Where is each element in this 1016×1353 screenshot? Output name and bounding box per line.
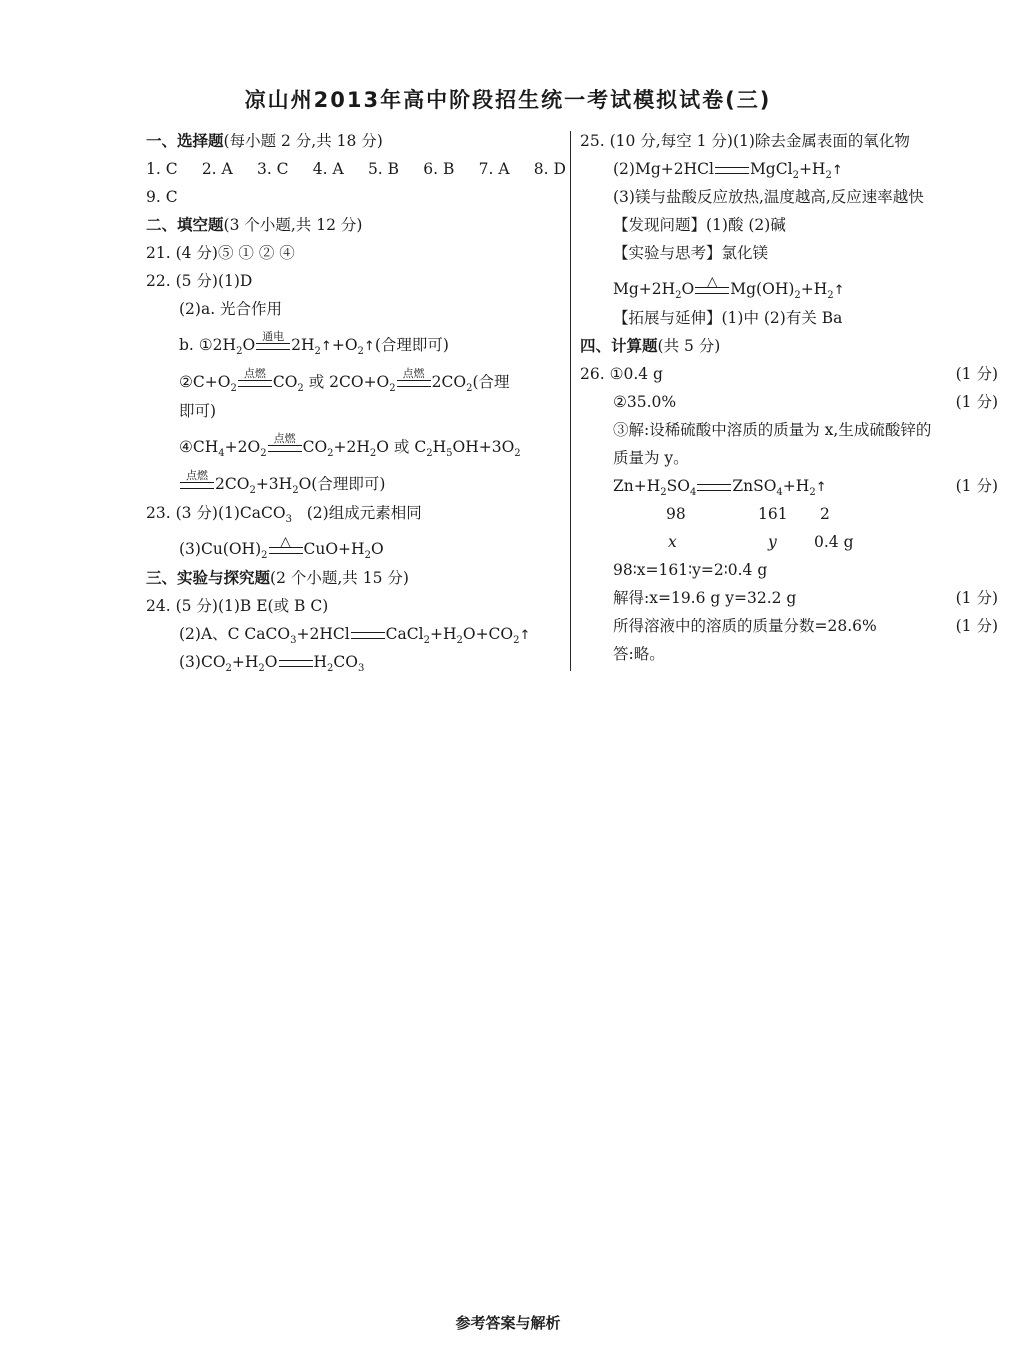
gas-arrow-icon: ↑ bbox=[519, 628, 531, 643]
gas-arrow-icon: ↑ bbox=[831, 163, 843, 178]
section-heading-experiment: 三、实验与探究题(2 个小题,共 15 分) bbox=[146, 569, 409, 587]
reaction-sign: 点燃 bbox=[268, 445, 302, 452]
section-heading-calculation: 四、计算题(共 5 分) bbox=[580, 337, 721, 355]
score-label: (1 分) bbox=[955, 365, 998, 383]
gas-arrow-icon: ↑ bbox=[363, 339, 375, 354]
score-label: (1 分) bbox=[955, 617, 998, 635]
choice-answer-9: 9. C bbox=[146, 188, 178, 206]
answer-26-3-cont: 质量为 y。 bbox=[613, 449, 689, 467]
answer-21: 21. (4 分)⑤ ① ② ④ bbox=[146, 244, 295, 262]
answer-25-extend: 【拓展与延伸】(1)中 (2)有关 Ba bbox=[613, 309, 843, 327]
reaction-sign bbox=[269, 533, 303, 554]
answer-25: 25. (10 分,每空 1 分)(1)除去金属表面的氧化物 bbox=[580, 132, 910, 150]
equation-mg-water: $Mg+2H_2O$ △ $Mg(OH)_2+H_2↑$ bbox=[613, 273, 845, 302]
reaction-sign: 点燃 bbox=[180, 482, 214, 489]
reaction-sign bbox=[351, 632, 385, 639]
reaction-sign: 点燃 bbox=[238, 380, 272, 387]
heat-triangle-icon: △ bbox=[706, 273, 718, 290]
mass-fraction-line: 所得溶液中的溶质的质量分数=28.6% (1 分) bbox=[580, 612, 998, 640]
section-heading-choice: 一、选择题(每小题 2 分,共 18 分) bbox=[146, 132, 383, 150]
reaction-sign: 通电 bbox=[256, 343, 290, 350]
gas-arrow-icon: ↑ bbox=[815, 480, 827, 495]
answer-25-find: 【发现问题】(1)酸 (2)碱 bbox=[613, 216, 786, 234]
reaction-sign bbox=[695, 273, 729, 294]
answer-22: 22. (5 分)(1)D bbox=[146, 272, 253, 290]
answer-25-3: (3)镁与盐酸反应放热,温度越高,反应速率越快 bbox=[613, 188, 924, 206]
gas-arrow-icon: ↑ bbox=[833, 283, 845, 298]
answer-22-note: 即可) bbox=[179, 402, 217, 420]
answer-26-3: ③解:设稀硫酸中溶质的质量为 x,生成硫酸锌的 bbox=[613, 421, 932, 439]
answer-22-2a: (2)a. 光合作用 bbox=[179, 300, 283, 318]
equation-mg-hcl: (2)Mg+2HCl $MgCl_2+H_2↑$ bbox=[613, 160, 843, 182]
equation-zn-h2so4: $Zn+H_2SO_4$ $ZnSO_4+H_2↑$ (1 分) bbox=[580, 472, 998, 500]
answer-conclusion: 答:略。 bbox=[613, 645, 665, 663]
page-footer: 参考答案与解析 bbox=[455, 1314, 561, 1332]
solution-line: 解得:x=19.6 g y=32.2 g (1 分) bbox=[580, 584, 998, 612]
reaction-sign bbox=[715, 167, 749, 174]
section-heading-fill: 二、填空题(3 个小题,共 12 分) bbox=[146, 216, 363, 234]
reaction-sign bbox=[279, 660, 313, 667]
answer-26-2: ②35.0% (1 分) bbox=[580, 388, 998, 416]
heat-triangle-icon: △ bbox=[280, 533, 291, 550]
proportion-line: 98∶x=161∶y=2∶0.4 g bbox=[613, 561, 768, 579]
relative-mass-row: 98 161 2 bbox=[666, 505, 830, 523]
equation-combustion-ethanol: 点燃 $2CO_2+3H_2O$(合理即可) bbox=[146, 462, 566, 499]
choice-answers-row: 1. C 2. A 3. C 4. A 5. B 6. B 7. A 8. D bbox=[146, 160, 566, 178]
equation-caco3-hcl: (2)A、C CaCO$_3$+2HCl $CaCl_2+H_2O+CO_2↑$ bbox=[179, 625, 531, 647]
score-label: (1 分) bbox=[955, 477, 998, 495]
page-title: 凉山州2013年高中阶段招生统一考试模拟试卷(三) bbox=[244, 88, 772, 112]
equation-electrolysis: b. $①2H_2O$ 通电 $2H_2↑+O_2↑$(合理即可) bbox=[179, 329, 449, 358]
reaction-sign bbox=[697, 484, 731, 491]
equation-combustion-c: $②C+O_2$ 点燃 $CO_2$ 或 $2CO+O_2$ 点燃 $2CO_2$(合理 bbox=[179, 366, 510, 395]
equation-combustion-ch4: $④CH_4+2O_2$ 点燃 $CO_2+2H_2O$ 或 $C_2H_5OH+3O_2$ bbox=[179, 431, 521, 460]
column-divider bbox=[570, 131, 571, 671]
answer-25-think: 【实验与思考】氯化镁 bbox=[613, 244, 769, 262]
reaction-sign: 点燃 bbox=[397, 380, 431, 387]
equation-decomposition: $(3)Cu(OH)_2$ △ $CuO+H_2O$ bbox=[179, 533, 384, 562]
right-column bbox=[580, 127, 998, 668]
answer-23: 23. (3 分)(1)CaCO$_3$ (2)组成元素相同 bbox=[146, 504, 422, 526]
left-column bbox=[146, 127, 566, 676]
unknown-mass-row: x y 0.4 g bbox=[668, 533, 854, 551]
equation-co2-water: $(3)CO_2+H_2O$ $H_2CO_3$ bbox=[179, 653, 365, 675]
answer-24: 24. (5 分)(1)B E(或 B C) bbox=[146, 597, 329, 615]
score-label: (1 分) bbox=[955, 393, 998, 411]
gas-arrow-icon: ↑ bbox=[320, 339, 332, 354]
score-label: (1 分) bbox=[955, 589, 998, 607]
answer-26-1: 26. ①0.4 g (1 分) bbox=[580, 360, 998, 388]
